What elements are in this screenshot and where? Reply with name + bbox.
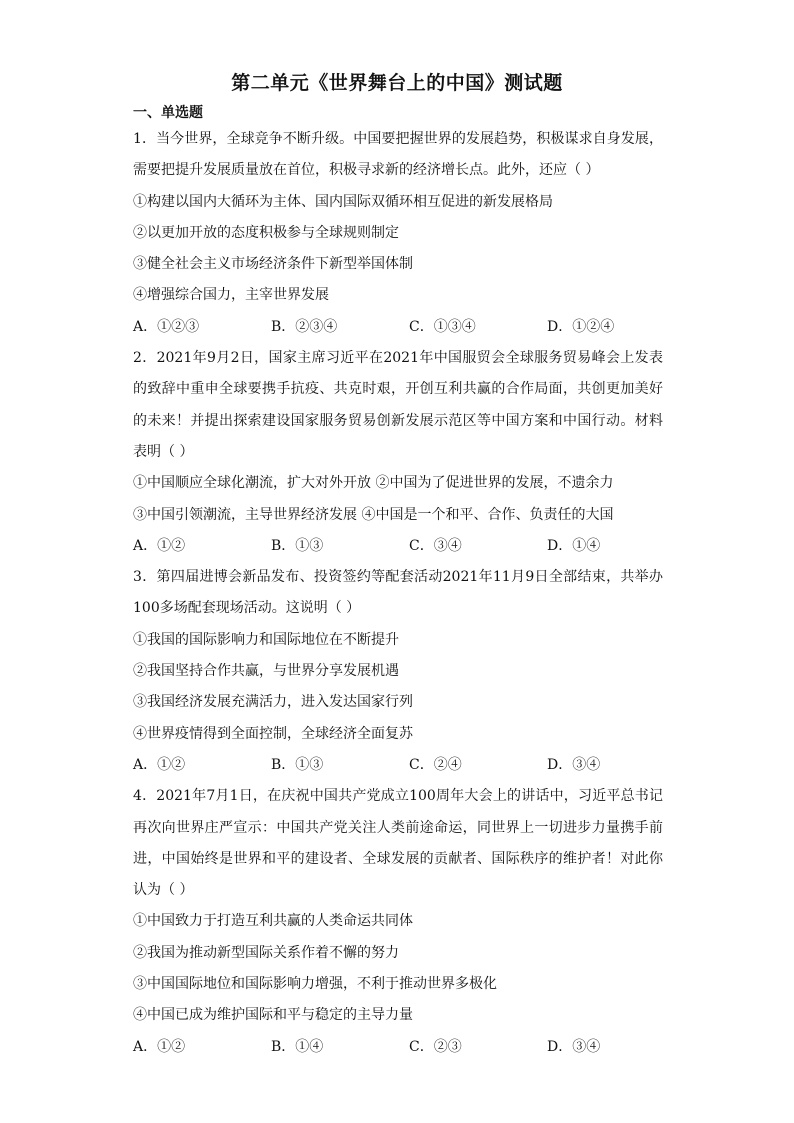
choice-c[interactable]: C．②④	[409, 756, 462, 773]
answer-choices	[133, 1032, 663, 1063]
question-option: ②我国坚持合作共赢，与世界分享发展机遇	[133, 663, 399, 680]
answer-choices	[133, 750, 663, 781]
question-stem: 4．2021年7月1日，在庆祝中国共产党成立100周年大会上的讲话中，习近平总书记再次向世界庄严宣示：中国共产党关注人类前途命运，同世界上一切进步力量携手前进，中国始终是世界和平的建设者、全球发展的贡献者、国际秩序的维护者！对此你认为（ ）	[133, 788, 663, 899]
choice-a[interactable]: A．①②	[133, 537, 186, 554]
choice-d[interactable]: D．①②④	[547, 318, 615, 335]
choice-b[interactable]: B．①③	[271, 756, 324, 773]
question-stem: 3．第四届进博会新品发布、投资签约等配套活动2021年11月9日全部结束，共举办100多场配套现场活动。这说明（ ）	[133, 569, 663, 617]
question-option: ③中国引领潮流，主导世界经济发展 ④中国是一个和平、合作、负责任的大国	[133, 506, 614, 523]
choice-c[interactable]: C．①③④	[409, 318, 476, 335]
choice-d[interactable]: D．③④	[547, 756, 601, 773]
question-option: ①中国致力于打造互利共赢的人类命运共同体	[133, 913, 413, 930]
question-option: ①我国的国际影响力和国际地位在不断提升	[133, 631, 399, 648]
question-3	[133, 562, 663, 781]
question-option: ③中国国际地位和国际影响力增强，不利于推动世界多极化	[133, 976, 497, 993]
question-1	[133, 124, 663, 343]
answer-choices	[133, 312, 663, 343]
answer-choices	[133, 531, 663, 562]
question-option: ④世界疫情得到全面控制，全球经济全面复苏	[133, 725, 413, 742]
page-title: 第二单元《世界舞台上的中国》测试题	[231, 72, 563, 94]
question-list	[133, 124, 663, 1063]
choice-a[interactable]: A．①②③	[133, 318, 200, 335]
choice-a[interactable]: A．①②	[133, 1038, 186, 1055]
choice-a[interactable]: A．①②	[133, 756, 186, 773]
choice-c[interactable]: C．③④	[409, 537, 462, 554]
choice-b[interactable]: B．②③④	[271, 318, 338, 335]
question-option: ①中国顺应全球化潮流，扩大对外开放 ②中国为了促进世界的发展，不遗余力	[133, 475, 614, 492]
choice-b[interactable]: B．①④	[271, 1038, 324, 1055]
choice-d[interactable]: D．①④	[547, 537, 601, 554]
question-stem: 1．当今世界，全球竞争不断升级。中国要把握世界的发展趋势，积极谋求自身发展，需要把提升发展质量放在首位，积极寻求新的经济增长点。此外，还应（ ）	[133, 131, 663, 179]
question-option: ①构建以国内大循环为主体、国内国际双循环相互促进的新发展格局	[133, 193, 553, 210]
question-2	[133, 343, 663, 562]
question-stem: 2．2021年9月2日，国家主席习近平在2021年中国服贸会全球服务贸易峰会上发表的致辞中重申全球要携手抗疫、共克时艰，开创互利共赢的合作局面，共创更加美好的未来！并提出探索建设国家服务贸易创新发展示范区等中国方案和中国行动。材料表明（ ）	[133, 350, 663, 460]
question-option: ③健全社会主义市场经济条件下新型举国体制	[133, 256, 413, 273]
question-option: ④中国已成为维护国际和平与稳定的主导力量	[133, 1007, 413, 1024]
question-option: ③我国经济发展充满活力，进入发达国家行列	[133, 694, 413, 711]
choice-c[interactable]: C．②③	[409, 1038, 462, 1055]
section-heading: 一、单选题	[133, 105, 203, 121]
choice-d[interactable]: D．③④	[547, 1038, 601, 1055]
choice-b[interactable]: B．①③	[271, 537, 324, 554]
question-4	[133, 781, 663, 1063]
question-option: ②以更加开放的态度积极参与全球规则制定	[133, 224, 399, 241]
question-option: ④增强综合国力，主宰世界发展	[133, 287, 329, 304]
question-option: ②我国为推动新型国际关系作着不懈的努力	[133, 944, 399, 961]
